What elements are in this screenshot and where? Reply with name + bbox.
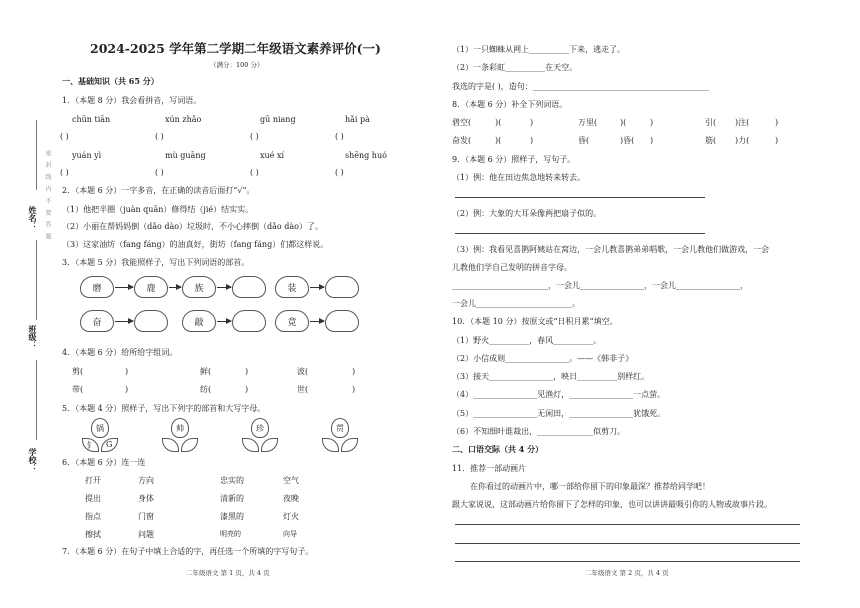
q2-item: （1）他把半圈（juàn quān）修得结（jié）结实实。: [62, 205, 254, 214]
answer-blank[interactable]: ( ): [335, 132, 344, 141]
q1-stem: 1．（本题 8 分）我会看拼音，写词语。: [62, 96, 202, 105]
arrow-icon: [115, 321, 133, 322]
answer-blank[interactable]: ( ): [60, 168, 69, 177]
q10-item[interactable]: （4）________________见渔灯，________________一点萤。: [452, 390, 666, 399]
shell-box: 鹿: [134, 276, 168, 298]
q8-stem: 8．（本题 6 分）补全下列词语。: [452, 100, 568, 109]
arrow-icon: [217, 287, 231, 288]
pinyin: xún zhǎo: [165, 115, 202, 124]
name-line: [36, 120, 37, 190]
q10-item[interactable]: （3）接天________________，映日__________别样红。: [452, 372, 650, 381]
shell-box: 奋: [80, 310, 114, 332]
leaf-left[interactable]: [162, 438, 179, 452]
q8-part[interactable]: ): [530, 136, 534, 145]
q8-part: 昏(: [578, 136, 590, 145]
match-word[interactable]: 夜晚: [283, 494, 299, 503]
answer-blank[interactable]: ( ): [250, 168, 259, 177]
pinyin: gū niang: [260, 115, 296, 124]
q8-part: 引(: [705, 118, 717, 127]
arrow-icon: [217, 321, 231, 322]
flower-figure: [80, 418, 120, 456]
school-label: 学校：: [28, 448, 38, 472]
q8-part[interactable]: )(: [620, 118, 627, 127]
q8-part[interactable]: ): [650, 136, 654, 145]
answer-blank[interactable]: ( ): [250, 132, 259, 141]
q9-example: 儿教他们学自己发明的拼音字母。: [452, 263, 572, 272]
q8-part[interactable]: ): [530, 118, 534, 127]
flower-figure[interactable]: [160, 418, 200, 456]
q7-item: （1）一只蜘蛛从网上__________下来，逃走了。: [452, 45, 626, 54]
arrow-icon: [310, 287, 324, 288]
shell-blank[interactable]: [325, 276, 359, 298]
q8-part[interactable]: )(: [495, 118, 502, 127]
q8-part[interactable]: )(: [495, 136, 502, 145]
q6-stem: 6．（本题 6 分）连一连: [62, 458, 146, 467]
q8-part[interactable]: )力(: [735, 136, 750, 145]
class-line: [36, 240, 37, 320]
q9-example: （2）例：大象的大耳朵像两把扇子似的。: [452, 209, 602, 218]
leaf-right[interactable]: [181, 438, 198, 452]
page-title: 2024-2025 学年第二学期二年级语文素养评价(一): [90, 41, 381, 56]
arrow-icon: [169, 287, 181, 288]
q8-part: 碧空(: [452, 118, 472, 127]
match-word[interactable]: 问题: [138, 530, 154, 539]
leaf-left[interactable]: [242, 438, 259, 452]
q7-sentence[interactable]: 我选的字是( )，造句：____________________________________________: [452, 82, 709, 91]
q3-stem: 3．（本题 5 分）我能照样子，写出下列词语的部首。: [62, 258, 250, 267]
section2-title: 二、口语交际（共 4 分）: [452, 444, 544, 454]
match-word[interactable]: 指点: [85, 512, 101, 521]
leaf-right[interactable]: [341, 438, 358, 452]
pinyin: chūn tiān: [72, 115, 111, 124]
match-word[interactable]: 身体: [138, 494, 154, 503]
score-note: （满分：100 分）: [210, 61, 264, 69]
answer-blank[interactable]: ( ): [155, 168, 164, 177]
example-letter: G: [106, 440, 113, 449]
q9-answer[interactable]: ________________________，一会儿________________，一会儿________________，: [452, 281, 748, 290]
pinyin: xué xí: [260, 151, 285, 160]
pinyin: hǎi pà: [345, 115, 370, 124]
q4-char: 纺(: [200, 385, 212, 394]
pinyin: shēng huó: [345, 151, 387, 160]
shell-blank[interactable]: [232, 276, 266, 298]
q9-example: （3）例：我看见喜鹊阿姨站在窝边，一会儿教喜鹊弟弟唱歌，一会儿教他们做游戏，一会: [452, 245, 770, 254]
answer-line[interactable]: [455, 543, 800, 544]
match-word[interactable]: 向导: [283, 530, 297, 538]
flower-figure[interactable]: [240, 418, 280, 456]
q8-part: 奋发(: [452, 136, 472, 145]
match-word[interactable]: 提出: [85, 494, 101, 503]
q4-close: ): [125, 367, 129, 376]
pinyin: yuán yì: [72, 151, 102, 160]
q4-close: ): [352, 367, 356, 376]
q4-char: 鲜(: [200, 367, 212, 376]
q8-part[interactable]: ): [775, 136, 779, 145]
match-word[interactable]: 擦拭: [85, 530, 101, 539]
leaf-right[interactable]: [261, 438, 278, 452]
class-label: 班级：: [28, 325, 38, 349]
binding-text: 密 封 线 内 不 要 答 题: [44, 150, 51, 242]
q4-char: 带(: [72, 385, 84, 394]
q4-close: ): [245, 367, 249, 376]
q9-stem: 9．（本题 6 分）照样子，写句子。: [452, 155, 576, 164]
footer-right: 二年级语文 第 2 页，共 4 页: [585, 569, 669, 577]
q4-char: 剪(: [72, 367, 84, 376]
shell-box: 竟: [275, 310, 309, 332]
q10-item[interactable]: （6）不知细叶谁裁出，______________似剪刀。: [452, 427, 626, 436]
match-word[interactable]: 打开: [85, 476, 101, 485]
flower-char: 帅: [171, 418, 189, 438]
q8-part: 万里(: [578, 118, 598, 127]
shell-blank[interactable]: [134, 310, 168, 332]
q4-close: ): [245, 385, 249, 394]
q4-stem: 4．（本题 6 分）给所给字组词。: [62, 348, 178, 357]
answer-line[interactable]: [455, 233, 705, 234]
match-word[interactable]: 漆黑的: [220, 512, 244, 521]
q4-char: 世(: [297, 385, 309, 394]
match-word[interactable]: 方向: [138, 476, 154, 485]
example-radical: 钅: [87, 441, 95, 450]
q4-close: ): [352, 385, 356, 394]
answer-line[interactable]: [455, 197, 705, 198]
q11-line: 跟大家说说，这部动画片给你留下了怎样的印象，也可以讲讲最吸引你的人物或故事片段。: [452, 500, 772, 509]
answer-blank[interactable]: ( ): [335, 168, 344, 177]
q2-item: （3）这家油坊（fang fáng）的油真好，街坊（fang fáng）们都这样说。: [62, 240, 329, 249]
match-word[interactable]: 忠实的: [220, 476, 244, 485]
match-word[interactable]: 空气: [283, 476, 299, 485]
arrow-icon: [115, 287, 133, 288]
q10-item[interactable]: （5）________________无闲田，________________犹饿死。: [452, 409, 666, 418]
match-word[interactable]: 门窗: [138, 512, 154, 521]
q7-item: （2）一条彩虹__________在天空。: [452, 63, 578, 72]
q10-item[interactable]: （2）小信成则________________。——《韩非子》: [452, 354, 634, 363]
shell-blank[interactable]: [325, 310, 359, 332]
arrow-icon: [310, 321, 324, 322]
shell-box: 敲: [182, 310, 216, 332]
q9-example: （1）例：他在田边焦急地转来转去。: [452, 173, 586, 182]
shell-box: 磨: [80, 276, 114, 298]
answer-blank[interactable]: ( ): [155, 132, 164, 141]
q10-item[interactable]: （1）野火__________，春风__________。: [452, 336, 602, 345]
q10-stem: 10．（本题 10 分）按原文或“日积月累”填空。: [452, 317, 618, 326]
q8-part: 筋(: [705, 136, 717, 145]
q4-char: 波(: [297, 367, 309, 376]
footer-left: 二年级语文 第 1 页，共 4 页: [186, 569, 270, 577]
shell-box: 族: [182, 276, 216, 298]
q11-line: 在你看过的动画片中，哪一部给你留下的印象最深？推荐给同学吧！: [470, 482, 710, 491]
answer-line[interactable]: [455, 561, 800, 562]
answer-blank[interactable]: ( ): [60, 132, 69, 141]
section1-title: 一、基础知识（共 65 分）: [62, 76, 159, 86]
answer-line[interactable]: [455, 524, 800, 525]
q11-stem: 11．推荐一部动画片: [452, 464, 527, 473]
pinyin: mù guāng: [165, 151, 206, 160]
q8-part[interactable]: )注(: [735, 118, 750, 127]
match-word[interactable]: 明亮的: [220, 530, 241, 538]
flower-figure[interactable]: [320, 418, 360, 456]
match-word[interactable]: 清新的: [220, 494, 244, 503]
binding-margin: [0, 0, 50, 608]
flower-char: 贯: [331, 418, 349, 438]
q8-part[interactable]: ): [775, 118, 779, 127]
school-line: [36, 360, 37, 440]
match-word[interactable]: 灯火: [283, 512, 299, 521]
q7-stem: 7．（本题 6 分）在句子中填上合适的字，再任选一个所填的字写句子。: [62, 547, 314, 556]
q9-answer[interactable]: 一会儿________________________。: [452, 299, 580, 308]
flower-char: 珍: [251, 418, 269, 438]
shell-blank[interactable]: [232, 310, 266, 332]
q2-item: （2）小丽在帮妈妈倒（dǎo dào）垃圾时，不小心摔倒（dǎo dào）了。: [62, 222, 324, 231]
flower-char: 锅: [91, 418, 109, 438]
leaf-left[interactable]: [322, 438, 339, 452]
q8-part[interactable]: )昏(: [620, 136, 635, 145]
q8-part[interactable]: ): [650, 118, 654, 127]
name-label: 姓名：: [28, 206, 38, 230]
q2-stem: 2．（本题 6 分）一字多音，在正确的读音后面打“√”。: [62, 186, 255, 195]
q5-stem: 5．（本题 4 分）照样子，写出下列字的部首和大写字母。: [62, 404, 266, 413]
shell-box: 装: [275, 276, 309, 298]
q4-close: ): [125, 385, 129, 394]
